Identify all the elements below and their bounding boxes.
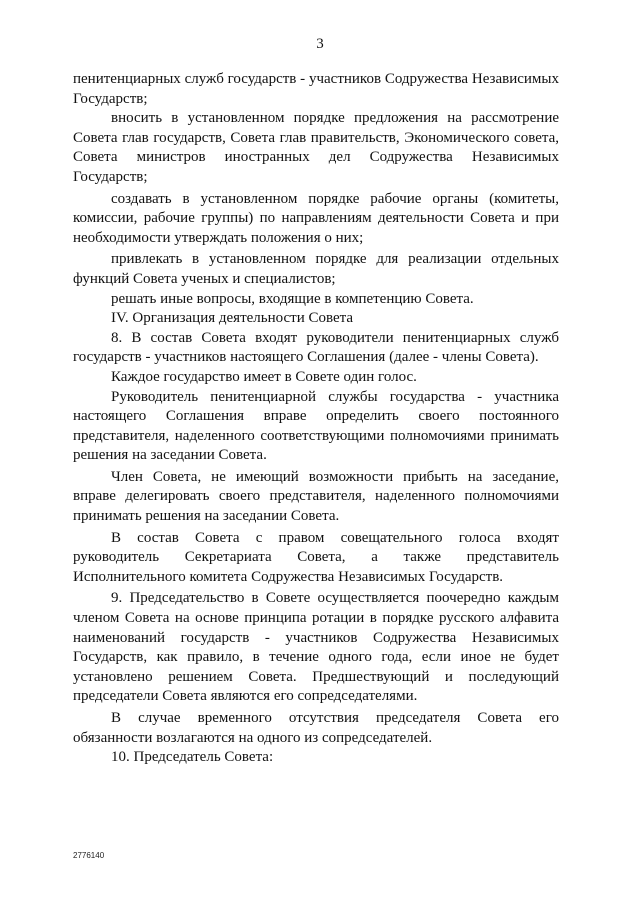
paragraph: 8. В состав Совета входят руководители пенитенциарных служб государств - участников настоящего Соглашения (далее - члены Совета). — [73, 329, 559, 366]
section-heading: IV. Организация деятельности Совета — [111, 310, 354, 327]
paragraph: создавать в установленном порядке рабочие органы (комитеты, комиссии, рабочие группы) по направлениям деятельности Совета и при необходимости утверждать положения о них; — [73, 190, 559, 246]
paragraph: вносить в установленном порядке предложения на рассмотрение Совета глав государств, Совета глав правительств, Экономического совета, Совета министров иностранных дел Содружества Независимых Государств; — [73, 110, 559, 185]
paragraph: пенитенциарных служб государств - участников Содружества Независимых Государств; — [73, 71, 559, 107]
paragraph: привлекать в установленном порядке для реализации отдельных функций Совета ученых и специалистов; — [73, 251, 559, 287]
document-body — [73, 70, 559, 768]
document-code: 2776140 — [73, 851, 105, 860]
paragraph: Руководитель пенитенциарной службы государства - участника настоящего Соглашения вправе определить своего постоянного представителя, наделенного соответствующими полномочиями принимать решения на заседании Совета. — [73, 388, 559, 464]
paragraph: 9. Председательство в Совете осуществляется поочередно каждым членом Совета на основе принципа ротации в порядке русского алфавита наименований государств - участников Содружества Независимых Государств, как правило, в течение одного года, если иное не будет установлено решением Совета. Предшествующий и последующий председатели Совета являются его сопредседателями. — [73, 590, 559, 705]
paragraph: В состав Совета с правом совещательного голоса входят руководитель Секретариата Совета, а также представитель Исполнительного комитета Содружества Независимых Государств. — [73, 529, 559, 585]
paragraph: Каждое государство имеет в Совете один голос. — [111, 368, 417, 385]
paragraph: решать иные вопросы, входящие в компетенцию Совета. — [111, 290, 474, 307]
paragraph: Член Совета, не имеющий возможности прибыть на заседание, вправе делегировать своего представителя, наделенного полномочиями принимать решения на заседании Совета. — [73, 468, 559, 525]
paragraph: В случае временного отсутствия председателя Совета его обязанности возлагаются на одного из сопредседателей. — [73, 710, 559, 746]
paragraph: 10. Председатель Совета: — [111, 749, 274, 766]
page-number: 3 — [316, 36, 324, 52]
